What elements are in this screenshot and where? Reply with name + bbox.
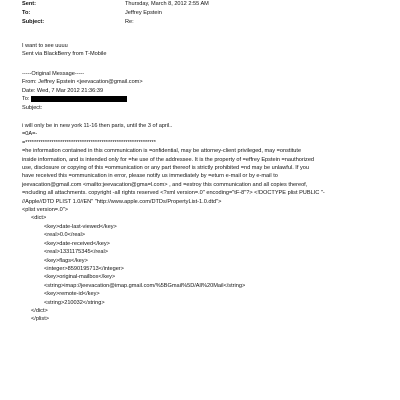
to-value: Jeffrey Epstein — [125, 10, 162, 16]
dict-item: <key>remote-id</key> — [44, 291, 100, 298]
original-subject: Subject: — [22, 104, 43, 111]
dict-item: <key>flags</key> — [44, 257, 88, 264]
notice-line: =ncluding all attachments. copyright -all rights reserved <?xml version=.0" encoding="tF-8"?> <!DOCTYPE plist PUBLIC "- — [22, 190, 325, 197]
original-message-header — [22, 70, 388, 112]
notice-line: inside information, and is intended only for =he use of the addressee. It is the property of =effrey Epstein =nauthorized — [22, 156, 315, 163]
notice-line: =he information contained in this communication is =onfidential, may be attorney-client privileged, may =onstitute — [22, 148, 302, 155]
dict-item: <string>210032</string> — [44, 299, 105, 306]
dict-item: <key>date-received</key> — [44, 240, 110, 247]
dict-item: <real>0.0</real> — [44, 232, 86, 239]
sent-value: Thursday, March 8, 2012 2:55 AM — [125, 1, 209, 7]
signature-line: Sent via BlackBerry from T-Mobile — [22, 51, 107, 58]
dict-close: </dict> — [31, 307, 48, 314]
subject-value: Re: — [125, 19, 134, 25]
dict-item: <string>imap://jeevacation@imap.gmail.com/%5BGmail%5D/All%20Mail</string> — [44, 282, 246, 289]
original-from: From: Jeffrey Epstein <jeevacation@gmail.com> — [22, 79, 143, 86]
plist-close: </plist> — [31, 316, 50, 323]
notice-line: <plist version=.0"> — [22, 207, 68, 214]
body-line: =0A=- — [22, 131, 38, 138]
original-to-label: To: — [22, 96, 30, 103]
original-date: Date: Wed, 7 Mar 2012 21:36:39 — [22, 87, 104, 94]
dict-item: <key>date-last-viewed</key> — [44, 223, 117, 230]
notice-line: //Apple//DTD PLIST 1.0//EN" "http://www.apple.com/DTDs/PropertyList-1.0.dtd"> — [22, 198, 222, 205]
to-label: To: — [22, 10, 31, 16]
notice-line: use, disclosure or copying of this =ommunication or any part thereof is strictly prohibited =nd may be unlawful. If you — [22, 165, 309, 172]
notice-line: have received this =ommunication in error, please notify us immediately by =eturn e-mail or by e-mail to — [22, 173, 278, 180]
original-to — [22, 95, 388, 103]
body-line: i will only be in new york 11-16 then paris, until the 3 of april.. — [22, 123, 173, 129]
subject-label: Subject: — [22, 19, 45, 25]
original-divider: -----Original Message----- — [22, 71, 85, 77]
dict-item: <real>1331175345</real> — [44, 249, 108, 256]
reply-body — [22, 42, 388, 59]
dict-item: <integer>8590195713</integer> — [44, 265, 124, 272]
notice-line: jeevacation@gmail.com <mailto:jeevacation@gma=l.com> , and =estroy this communication and all copies thereof, — [22, 181, 308, 188]
asterisk-divider: =************************************************************ — [22, 139, 156, 146]
original-body — [22, 122, 388, 324]
dict-item: <key>original-mailbox</key> — [44, 274, 116, 281]
dict-open: <dict> — [31, 215, 47, 222]
reply-line: I want to see uuuu — [22, 43, 68, 49]
redaction-bar — [31, 96, 127, 102]
sent-label: Sent: — [22, 1, 36, 7]
